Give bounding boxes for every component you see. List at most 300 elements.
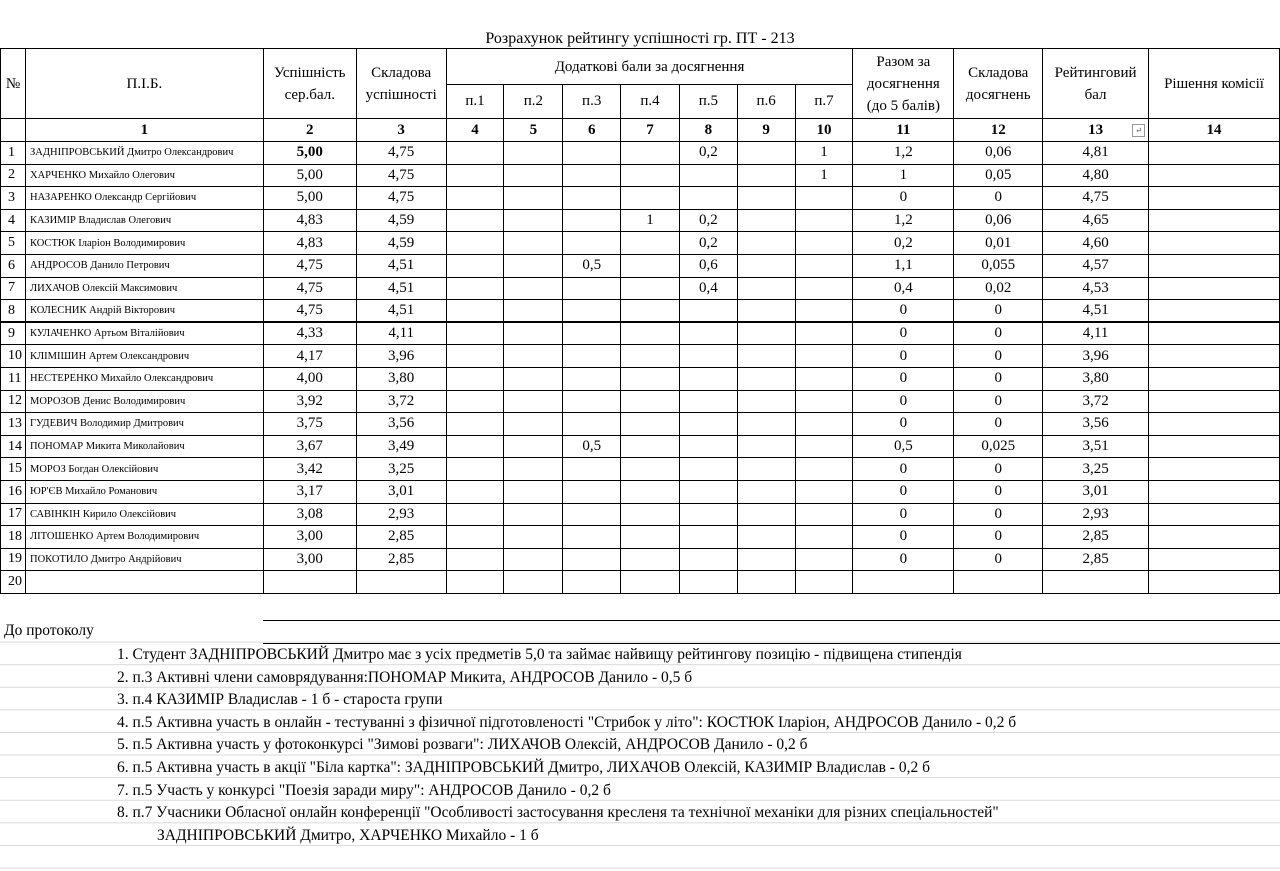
- header-name: П.І.Б.: [25, 49, 263, 119]
- rating-score: 3,01: [1043, 480, 1149, 503]
- commission-decision: [1149, 503, 1280, 526]
- extra-points-p6: [737, 503, 795, 526]
- table-row: [1, 142, 1280, 165]
- extra-points-p2: [504, 548, 563, 571]
- performance-component: 4,11: [356, 322, 446, 345]
- extra-points-p7: [795, 254, 853, 277]
- header-p7: п.7: [795, 85, 853, 119]
- achievements-total: 0: [853, 480, 954, 503]
- extra-points-p1: [446, 322, 504, 345]
- rating-score: 4,53: [1043, 277, 1149, 300]
- extra-points-p1: [446, 503, 504, 526]
- performance-component: 4,75: [356, 187, 446, 210]
- rating-score: 3,25: [1043, 458, 1149, 481]
- rating-score: 4,75: [1043, 187, 1149, 210]
- extra-points-p4: [621, 526, 680, 549]
- commission-decision: [1149, 187, 1280, 210]
- rating-score: 4,81: [1043, 142, 1149, 165]
- achievements-component: 0: [954, 300, 1043, 323]
- performance-component: 3,80: [356, 367, 446, 390]
- extra-points-p6: [737, 435, 795, 458]
- row-number: 2: [1, 164, 26, 187]
- extra-points-p7: [795, 526, 853, 549]
- avg-grade: 3,00: [263, 526, 356, 549]
- table-row: [1, 390, 1280, 413]
- extra-points-p6: [737, 277, 795, 300]
- commission-decision: [1149, 390, 1280, 413]
- note-line: 2. п.3 Активні члени самоврядування:ПОНОМАР Микита, АНДРОСОВ Данило - 0,5 б: [117, 669, 693, 686]
- extra-points-p7: [795, 458, 853, 481]
- commission-decision: [1149, 458, 1280, 481]
- row-number: 16: [1, 480, 26, 503]
- col-number: 12: [954, 119, 1043, 142]
- extra-points-p5: [679, 322, 737, 345]
- header-rating: Рейтинговий бал: [1043, 49, 1149, 119]
- extra-points-p2: [504, 142, 563, 165]
- extra-points-p6: [737, 209, 795, 232]
- extra-points-p2: [504, 209, 563, 232]
- achievements-total: 1,2: [853, 142, 954, 165]
- table-row: [1, 458, 1280, 481]
- notes-label: До протоколу: [4, 622, 94, 639]
- extra-points-p5: [679, 503, 737, 526]
- table-row: [1, 435, 1280, 458]
- extra-points-p4: [621, 300, 680, 323]
- header-achcomp: Складова досягнень: [954, 49, 1043, 119]
- extra-points-p1: [446, 187, 504, 210]
- extra-points-p1: [446, 209, 504, 232]
- header-num: №: [1, 49, 26, 119]
- note-line: 8. п.7 Учасники Обласної онлайн конференції "Особливості застосування кресленя та технічної механіки для різних спеціальностей": [117, 804, 999, 821]
- table-row: [1, 367, 1280, 390]
- col-number: 1: [25, 119, 263, 142]
- extra-points-p7: [795, 503, 853, 526]
- header-extra: Додаткові бали за досягнення: [446, 49, 853, 85]
- extra-points-p4: [621, 142, 680, 165]
- extra-points-p7: [795, 345, 853, 368]
- commission-decision: [1149, 322, 1280, 345]
- rating-score: 4,57: [1043, 254, 1149, 277]
- col-number: 10: [795, 119, 853, 142]
- col-number: 5: [504, 119, 563, 142]
- performance-component: 4,51: [356, 254, 446, 277]
- rating-score: 2,85: [1043, 526, 1149, 549]
- row-number: 12: [1, 390, 26, 413]
- performance-component: 4,59: [356, 232, 446, 255]
- performance-component: 3,49: [356, 435, 446, 458]
- rating-score: 4,65: [1043, 209, 1149, 232]
- row-number: 11: [1, 367, 26, 390]
- table-row: [1, 254, 1280, 277]
- note-line: 1. Студент ЗАДНІПРОВСЬКИЙ Дмитро має з усіх предметів 5,0 та займає найвищу рейтингову позицію - підвищена стипендія: [117, 646, 962, 663]
- header-p2: п.2: [504, 85, 563, 119]
- achievements-component: 0: [954, 345, 1043, 368]
- note-line: ЗАДНІПРОВСЬКИЙ Дмитро, ХАРЧЕНКО Михайло - 1 б: [157, 827, 539, 844]
- table-row: [1, 526, 1280, 549]
- commission-decision: [1149, 232, 1280, 255]
- extra-points-p3: [563, 300, 621, 323]
- commission-decision: [1149, 548, 1280, 571]
- extra-points-p7: 1: [795, 142, 853, 165]
- performance-component: 2,85: [356, 548, 446, 571]
- achievements-component: 0,055: [954, 254, 1043, 277]
- table-row: [1, 187, 1280, 210]
- achievements-total: 0: [853, 503, 954, 526]
- achievements-total: 0: [853, 367, 954, 390]
- extra-points-p1: [446, 142, 504, 165]
- extra-points-p4: [621, 480, 680, 503]
- achievements-component: 0: [954, 322, 1043, 345]
- extra-points-p3: [563, 390, 621, 413]
- commission-decision: [1149, 480, 1280, 503]
- performance-component: 3,56: [356, 413, 446, 436]
- extra-points-p1: [446, 254, 504, 277]
- student-name: САВІНКІН Кирило Олексійович: [25, 503, 263, 526]
- avg-grade: 5,00: [263, 142, 356, 165]
- extra-points-p1: [446, 345, 504, 368]
- achievements-total: 0: [853, 458, 954, 481]
- extra-points-p7: [795, 277, 853, 300]
- extra-points-p3: [563, 367, 621, 390]
- row-number: 1: [1, 142, 26, 165]
- table-row: [1, 232, 1280, 255]
- table-row: [1, 209, 1280, 232]
- extra-points-p3: [563, 503, 621, 526]
- table-row: [1, 480, 1280, 503]
- extra-points-p4: [621, 435, 680, 458]
- rating-score: 3,80: [1043, 367, 1149, 390]
- extra-points-p6: [737, 345, 795, 368]
- student-name: КУЛАЧЕНКО Артьом Віталійович: [25, 322, 263, 345]
- extra-points-p4: [621, 367, 680, 390]
- rating-score: 3,96: [1043, 345, 1149, 368]
- extra-points-p3: [563, 548, 621, 571]
- table-row: [1, 413, 1280, 436]
- extra-points-p4: 1: [621, 209, 680, 232]
- commission-decision: [1149, 435, 1280, 458]
- avg-grade: 3,08: [263, 503, 356, 526]
- extra-points-p7: [795, 480, 853, 503]
- student-name: КЛІМІШИН Артем Олександрович: [25, 345, 263, 368]
- table-row: [1, 503, 1280, 526]
- rating-score: 4,80: [1043, 164, 1149, 187]
- achievements-component: [954, 571, 1043, 594]
- extra-points-p5: [679, 548, 737, 571]
- achievements-total: 0: [853, 390, 954, 413]
- extra-points-p5: [679, 367, 737, 390]
- achievements-total: 1: [853, 164, 954, 187]
- extra-points-p5: [679, 458, 737, 481]
- extra-points-p5: [679, 300, 737, 323]
- header-total: Разом за досягнення (до 5 балів): [853, 49, 954, 119]
- extra-points-p1: [446, 300, 504, 323]
- row-number: 20: [1, 571, 26, 594]
- row-number: 15: [1, 458, 26, 481]
- extra-points-p6: [737, 390, 795, 413]
- performance-component: 2,85: [356, 526, 446, 549]
- avg-grade: 4,75: [263, 300, 356, 323]
- extra-points-p2: [504, 526, 563, 549]
- extra-points-p3: [563, 277, 621, 300]
- table-row: [1, 164, 1280, 187]
- extra-points-p7: [795, 367, 853, 390]
- performance-component: 3,01: [356, 480, 446, 503]
- achievements-component: 0: [954, 548, 1043, 571]
- col-number: 7: [621, 119, 680, 142]
- extra-points-p6: [737, 164, 795, 187]
- col-number: 4: [446, 119, 504, 142]
- extra-points-p3: 0,5: [563, 435, 621, 458]
- extra-points-p7: [795, 390, 853, 413]
- col-number: [1, 119, 26, 142]
- student-name: ПОКОТИЛО Дмитро Андрійович: [25, 548, 263, 571]
- extra-points-p6: [737, 187, 795, 210]
- table-row: [1, 300, 1280, 323]
- achievements-total: 0: [853, 548, 954, 571]
- extra-points-p3: [563, 164, 621, 187]
- avg-grade: 5,00: [263, 187, 356, 210]
- extra-points-p6: [737, 367, 795, 390]
- row-number: 13: [1, 413, 26, 436]
- extra-points-p1: [446, 413, 504, 436]
- extra-points-p2: [504, 458, 563, 481]
- avg-grade: 4,00: [263, 367, 356, 390]
- performance-component: 3,96: [356, 345, 446, 368]
- avg-grade: [263, 571, 356, 594]
- extra-points-p3: [563, 526, 621, 549]
- extra-points-p4: [621, 345, 680, 368]
- performance-component: 4,59: [356, 209, 446, 232]
- header-avg: Успішність сер.бал.: [263, 49, 356, 119]
- extra-points-p2: [504, 232, 563, 255]
- achievements-component: 0,06: [954, 142, 1043, 165]
- extra-points-p2: [504, 300, 563, 323]
- rating-score: 4,11: [1043, 322, 1149, 345]
- avg-grade: 3,17: [263, 480, 356, 503]
- extra-points-p4: [621, 503, 680, 526]
- performance-component: 3,25: [356, 458, 446, 481]
- commission-decision: [1149, 526, 1280, 549]
- commission-decision: [1149, 300, 1280, 323]
- commission-decision: [1149, 413, 1280, 436]
- extra-points-p2: [504, 367, 563, 390]
- student-name: НЕСТЕРЕНКО Михайло Олександрович: [25, 367, 263, 390]
- extra-points-p5: 0,2: [679, 142, 737, 165]
- extra-points-p2: [504, 345, 563, 368]
- achievements-total: 0: [853, 187, 954, 210]
- student-name: ЛИХАЧОВ Олексій Максимович: [25, 277, 263, 300]
- extra-points-p5: [679, 390, 737, 413]
- achievements-total: 0,4: [853, 277, 954, 300]
- extra-points-p1: [446, 480, 504, 503]
- commission-decision: [1149, 367, 1280, 390]
- avg-grade: 4,17: [263, 345, 356, 368]
- extra-points-p7: [795, 232, 853, 255]
- extra-points-p2: [504, 503, 563, 526]
- extra-points-p6: [737, 458, 795, 481]
- row-number: 6: [1, 254, 26, 277]
- extra-points-p5: 0,4: [679, 277, 737, 300]
- extra-points-p2: [504, 164, 563, 187]
- extra-points-p6: [737, 254, 795, 277]
- col-number: 6: [563, 119, 621, 142]
- performance-component: 4,51: [356, 300, 446, 323]
- extra-points-p7: [795, 322, 853, 345]
- achievements-component: 0,02: [954, 277, 1043, 300]
- extra-points-p4: [621, 254, 680, 277]
- extra-points-p3: [563, 571, 621, 594]
- extra-points-p2: [504, 390, 563, 413]
- avg-grade: 4,83: [263, 232, 356, 255]
- row-number: 10: [1, 345, 26, 368]
- extra-points-p6: [737, 232, 795, 255]
- table-row: [1, 345, 1280, 368]
- extra-points-p2: [504, 322, 563, 345]
- extra-points-p7: [795, 571, 853, 594]
- student-name: ЗАДНІПРОВСЬКИЙ Дмитро Олександрович: [25, 142, 263, 165]
- extra-points-p1: [446, 164, 504, 187]
- achievements-component: 0: [954, 187, 1043, 210]
- achievements-total: 0: [853, 300, 954, 323]
- extra-points-p3: [563, 209, 621, 232]
- note-line: 3. п.4 КАЗИМІР Владислав - 1 б - староста групи: [117, 691, 443, 708]
- extra-points-p4: [621, 187, 680, 210]
- student-name: КОЛЕСНИК Андрій Вікторович: [25, 300, 263, 323]
- table-row: [1, 322, 1280, 345]
- row-number: 3: [1, 187, 26, 210]
- extra-points-p4: [621, 548, 680, 571]
- extra-points-p2: [504, 277, 563, 300]
- extra-points-p6: [737, 142, 795, 165]
- achievements-component: 0: [954, 526, 1043, 549]
- student-name: ГУДЕВИЧ Володимир Дмитрович: [25, 413, 263, 436]
- extra-points-p3: [563, 480, 621, 503]
- rating-score: 3,51: [1043, 435, 1149, 458]
- achievements-component: 0,01: [954, 232, 1043, 255]
- extra-points-p3: [563, 232, 621, 255]
- achievements-component: 0,06: [954, 209, 1043, 232]
- row-number: 5: [1, 232, 26, 255]
- student-name: НАЗАРЕНКО Олександр Сергійович: [25, 187, 263, 210]
- extra-points-p3: 0,5: [563, 254, 621, 277]
- extra-points-p4: [621, 458, 680, 481]
- extra-points-p7: [795, 187, 853, 210]
- notes-box: [263, 620, 1280, 644]
- extra-points-p3: [563, 187, 621, 210]
- extra-points-p5: [679, 526, 737, 549]
- commission-decision: [1149, 164, 1280, 187]
- extra-points-p6: [737, 526, 795, 549]
- extra-points-p4: [621, 322, 680, 345]
- achievements-total: [853, 571, 954, 594]
- extra-points-p2: [504, 187, 563, 210]
- extra-points-p3: [563, 458, 621, 481]
- achievements-total: 0,2: [853, 232, 954, 255]
- row-number: 18: [1, 526, 26, 549]
- row-number: 4: [1, 209, 26, 232]
- rating-score: 2,93: [1043, 503, 1149, 526]
- header-p5: п.5: [679, 85, 737, 119]
- student-name: ПОНОМАР Микита Миколайович: [25, 435, 263, 458]
- rating-score: 3,72: [1043, 390, 1149, 413]
- extra-points-p1: [446, 367, 504, 390]
- avg-grade: 4,33: [263, 322, 356, 345]
- header-p1: п.1: [446, 85, 504, 119]
- extra-points-p5: 0,2: [679, 209, 737, 232]
- extra-points-p3: [563, 322, 621, 345]
- extra-points-p3: [563, 142, 621, 165]
- row-number: 19: [1, 548, 26, 571]
- extra-points-p3: [563, 345, 621, 368]
- achievements-total: 0: [853, 413, 954, 436]
- col-number: 3: [356, 119, 446, 142]
- row-number: 14: [1, 435, 26, 458]
- col-number: 9: [737, 119, 795, 142]
- extra-points-p5: 0,6: [679, 254, 737, 277]
- table-row: [1, 571, 1280, 594]
- student-name: ХАРЧЕНКО Михайло Олегович: [25, 164, 263, 187]
- extra-points-p6: [737, 413, 795, 436]
- header-p4: п.4: [621, 85, 680, 119]
- extra-points-p1: [446, 390, 504, 413]
- avg-grade: 3,75: [263, 413, 356, 436]
- extra-points-p7: [795, 300, 853, 323]
- commission-decision: [1149, 254, 1280, 277]
- extra-points-p5: [679, 480, 737, 503]
- rating-score: 4,51: [1043, 300, 1149, 323]
- commission-decision: [1149, 277, 1280, 300]
- extra-points-p4: [621, 390, 680, 413]
- note-line: 6. п.5 Активна участь в акції "Біла картка": ЗАДНІПРОВСЬКИЙ Дмитро, ЛИХАЧОВ Олексій, КАЗИМІР Владислав - 0,2 б: [117, 759, 930, 776]
- note-line: 5. п.5 Активна участь у фотоконкурсі "Зимові розваги": ЛИХАЧОВ Олексій, АНДРОСОВ Данило - 0,2 б: [117, 736, 808, 753]
- student-name: КОСТЮК Іларіон Володимирович: [25, 232, 263, 255]
- rating-score: 3,56: [1043, 413, 1149, 436]
- avg-grade: 4,75: [263, 254, 356, 277]
- achievements-total: 0: [853, 322, 954, 345]
- achievements-component: 0: [954, 413, 1043, 436]
- extra-points-p3: [563, 413, 621, 436]
- filter-dropdown-icon[interactable]: ↵: [1132, 124, 1145, 137]
- commission-decision: [1149, 571, 1280, 594]
- achievements-total: 1,2: [853, 209, 954, 232]
- extra-points-p2: [504, 480, 563, 503]
- avg-grade: 3,42: [263, 458, 356, 481]
- extra-points-p4: [621, 164, 680, 187]
- performance-component: 4,75: [356, 142, 446, 165]
- student-name: КАЗИМІР Владислав Олегович: [25, 209, 263, 232]
- performance-component: 3,72: [356, 390, 446, 413]
- avg-grade: 3,00: [263, 548, 356, 571]
- extra-points-p6: [737, 571, 795, 594]
- row-number: 9: [1, 322, 26, 345]
- rating-table: [0, 48, 1280, 594]
- page-title: Розрахунок рейтингу успішності гр. ПТ - 213: [485, 30, 795, 47]
- extra-points-p2: [504, 254, 563, 277]
- extra-points-p5: [679, 413, 737, 436]
- achievements-component: 0: [954, 367, 1043, 390]
- commission-decision: [1149, 209, 1280, 232]
- extra-points-p2: [504, 571, 563, 594]
- col-number: 2: [263, 119, 356, 142]
- extra-points-p6: [737, 300, 795, 323]
- achievements-component: 0,025: [954, 435, 1043, 458]
- extra-points-p1: [446, 277, 504, 300]
- achievements-total: 0: [853, 345, 954, 368]
- performance-component: 4,75: [356, 164, 446, 187]
- student-name: МОРОЗ Богдан Олексійович: [25, 458, 263, 481]
- achievements-component: 0: [954, 390, 1043, 413]
- header-p3: п.3: [563, 85, 621, 119]
